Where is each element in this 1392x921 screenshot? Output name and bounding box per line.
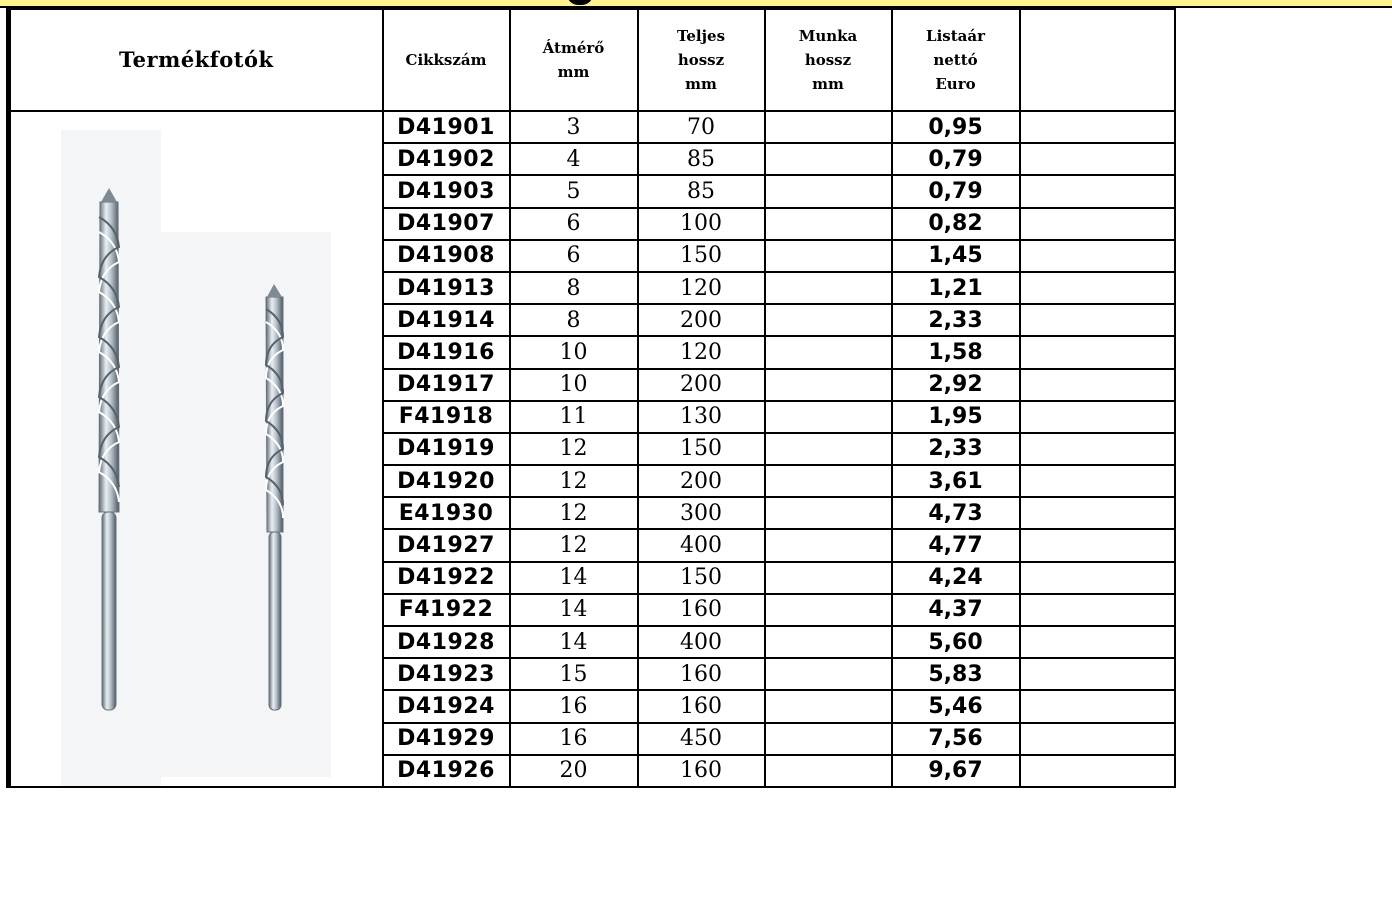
cell-price: 4,77 (892, 529, 1020, 561)
cell-price: 5,60 (892, 626, 1020, 658)
cell-code: D41929 (383, 723, 510, 755)
cell-price: 0,79 (892, 175, 1020, 207)
cell-length: 300 (638, 497, 765, 529)
cell-price: 0,95 (892, 111, 1020, 143)
cell-work (765, 336, 892, 368)
cell-extra (1020, 465, 1175, 497)
cell-code: D41902 (383, 143, 510, 175)
cell-extra (1020, 690, 1175, 722)
cell-length: 150 (638, 562, 765, 594)
price-table (6, 8, 1176, 788)
cell-code: D41928 (383, 626, 510, 658)
cell-code: D41914 (383, 304, 510, 336)
cell-length: 160 (638, 755, 765, 787)
cell-code: F41922 (383, 594, 510, 626)
cell-code: D41922 (383, 562, 510, 594)
cell-price: 3,61 (892, 465, 1020, 497)
cell-work (765, 594, 892, 626)
cell-length: 120 (638, 272, 765, 304)
cell-price: 2,92 (892, 369, 1020, 401)
cell-price: 0,79 (892, 143, 1020, 175)
cell-work (765, 497, 892, 529)
cell-extra (1020, 272, 1175, 304)
cell-diameter: 4 (510, 143, 638, 175)
cell-work (765, 562, 892, 594)
cell-extra (1020, 240, 1175, 272)
cell-diameter: 6 (510, 240, 638, 272)
cell-work (765, 626, 892, 658)
cell-code: D41923 (383, 658, 510, 690)
cell-diameter: 12 (510, 497, 638, 529)
cell-extra (1020, 304, 1175, 336)
cell-work (765, 175, 892, 207)
cell-code: D41903 (383, 175, 510, 207)
cell-price: 2,33 (892, 433, 1020, 465)
cell-work (765, 111, 892, 143)
product-photo-cell (9, 111, 383, 787)
cell-extra (1020, 208, 1175, 240)
cell-work (765, 465, 892, 497)
cell-code: D41917 (383, 369, 510, 401)
cell-extra (1020, 562, 1175, 594)
cell-price: 1,21 (892, 272, 1020, 304)
cell-price: 4,24 (892, 562, 1020, 594)
cell-work (765, 369, 892, 401)
cell-code: D41907 (383, 208, 510, 240)
cell-price: 1,95 (892, 401, 1020, 433)
cell-code: D41913 (383, 272, 510, 304)
cell-work (765, 755, 892, 787)
cell-extra (1020, 336, 1175, 368)
title-banner (0, 0, 1392, 8)
cell-diameter: 8 (510, 304, 638, 336)
cell-code: D41916 (383, 336, 510, 368)
cell-price: 1,58 (892, 336, 1020, 368)
cell-code: D41908 (383, 240, 510, 272)
cell-length: 100 (638, 208, 765, 240)
cell-code: D41919 (383, 433, 510, 465)
cell-diameter: 14 (510, 594, 638, 626)
cell-code: D41926 (383, 755, 510, 787)
header-code: Cikkszám (383, 9, 510, 111)
cell-diameter: 16 (510, 723, 638, 755)
header-working-length: Munka hossz mm (765, 9, 892, 111)
cell-extra (1020, 111, 1175, 143)
cell-extra (1020, 175, 1175, 207)
cell-price: 9,67 (892, 755, 1020, 787)
cell-code: D41920 (383, 465, 510, 497)
cell-code: E41930 (383, 497, 510, 529)
cell-diameter: 14 (510, 562, 638, 594)
cell-extra (1020, 723, 1175, 755)
cell-length: 200 (638, 369, 765, 401)
cell-price: 0,82 (892, 208, 1020, 240)
header-extra (1020, 9, 1175, 111)
cell-length: 200 (638, 304, 765, 336)
cell-extra (1020, 529, 1175, 561)
cell-work (765, 143, 892, 175)
cell-price: 5,46 (892, 690, 1020, 722)
cell-length: 70 (638, 111, 765, 143)
cell-work (765, 401, 892, 433)
cell-length: 160 (638, 594, 765, 626)
cell-extra (1020, 594, 1175, 626)
cell-price: 2,33 (892, 304, 1020, 336)
cell-work (765, 529, 892, 561)
cell-diameter: 12 (510, 529, 638, 561)
cell-work (765, 433, 892, 465)
cell-length: 85 (638, 175, 765, 207)
cell-price: 1,45 (892, 240, 1020, 272)
cell-length: 160 (638, 658, 765, 690)
header-diameter: Átmérő mm (510, 9, 638, 111)
cell-work (765, 272, 892, 304)
cell-extra (1020, 401, 1175, 433)
cell-work (765, 658, 892, 690)
cell-diameter: 20 (510, 755, 638, 787)
cell-diameter: 14 (510, 626, 638, 658)
cell-extra (1020, 369, 1175, 401)
cell-code: D41927 (383, 529, 510, 561)
cell-length: 130 (638, 401, 765, 433)
cell-diameter: 10 (510, 336, 638, 368)
cell-length: 450 (638, 723, 765, 755)
cell-code: D41924 (383, 690, 510, 722)
cell-extra (1020, 143, 1175, 175)
title-fragment (567, 0, 593, 5)
cell-length: 160 (638, 690, 765, 722)
cell-price: 4,37 (892, 594, 1020, 626)
header-total-length: Teljes hossz mm (638, 9, 765, 111)
cell-code: F41918 (383, 401, 510, 433)
cell-length: 150 (638, 433, 765, 465)
cell-code: D41901 (383, 111, 510, 143)
cell-price: 7,56 (892, 723, 1020, 755)
cell-length: 85 (638, 143, 765, 175)
header-list-price: Listaár nettó Euro (892, 9, 1020, 111)
cell-diameter: 12 (510, 465, 638, 497)
cell-extra (1020, 658, 1175, 690)
twist-drill-bit-icon (11, 112, 383, 787)
cell-extra (1020, 626, 1175, 658)
cell-length: 400 (638, 626, 765, 658)
cell-price: 4,73 (892, 497, 1020, 529)
cell-diameter: 10 (510, 369, 638, 401)
cell-length: 200 (638, 465, 765, 497)
cell-work (765, 304, 892, 336)
cell-extra (1020, 433, 1175, 465)
cell-extra (1020, 497, 1175, 529)
cell-diameter: 16 (510, 690, 638, 722)
cell-diameter: 12 (510, 433, 638, 465)
cell-work (765, 240, 892, 272)
cell-diameter: 3 (510, 111, 638, 143)
table-row (9, 111, 1175, 143)
cell-length: 120 (638, 336, 765, 368)
cell-length: 400 (638, 529, 765, 561)
cell-price: 5,83 (892, 658, 1020, 690)
header-photos: Termékfotók (9, 9, 383, 111)
cell-length: 150 (638, 240, 765, 272)
cell-diameter: 6 (510, 208, 638, 240)
cell-work (765, 208, 892, 240)
product-photo (11, 112, 382, 786)
header-row (9, 9, 1175, 111)
cell-work (765, 690, 892, 722)
cell-diameter: 5 (510, 175, 638, 207)
cell-diameter: 8 (510, 272, 638, 304)
cell-extra (1020, 755, 1175, 787)
cell-diameter: 11 (510, 401, 638, 433)
cell-work (765, 723, 892, 755)
cell-diameter: 15 (510, 658, 638, 690)
